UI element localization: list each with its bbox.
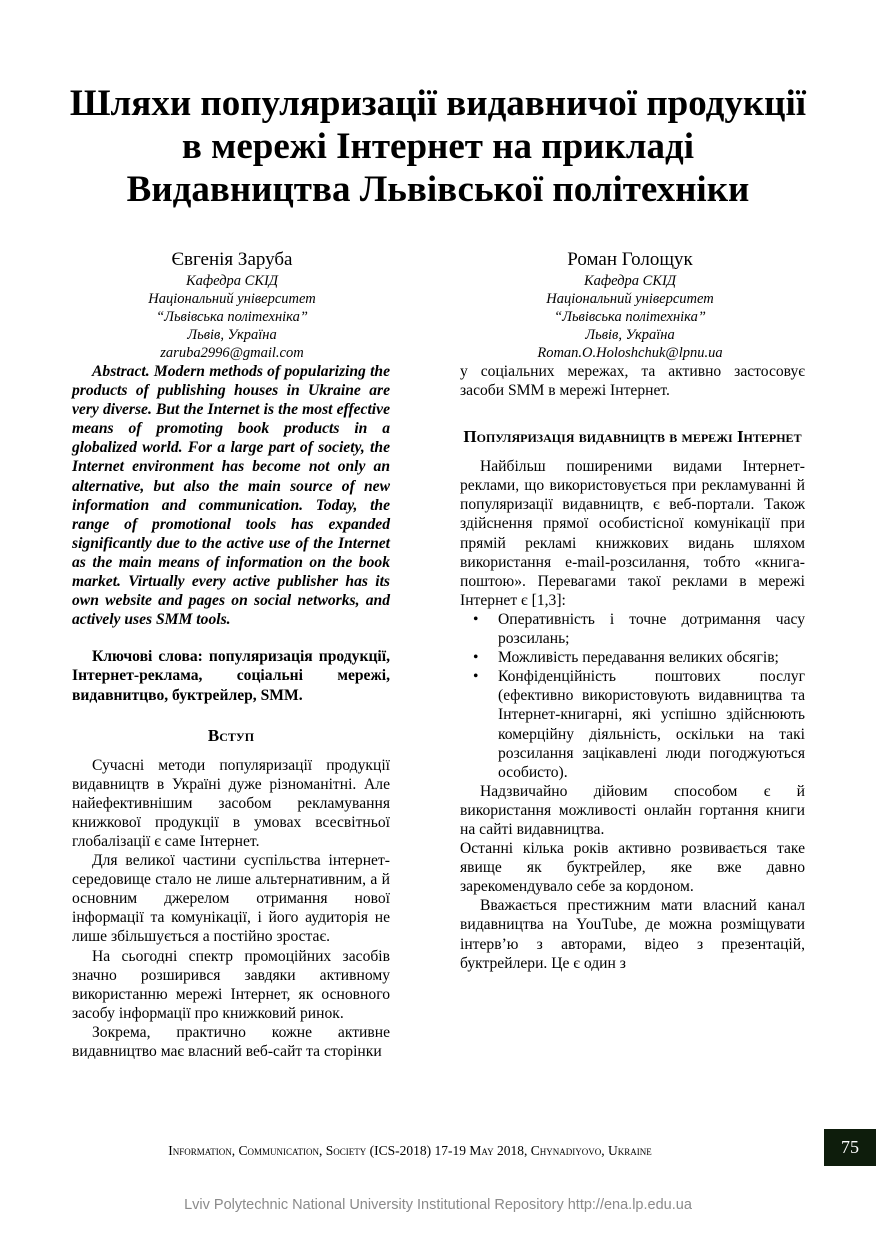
left-column xyxy=(72,362,390,1061)
paper-title: Шляхи популяризації видавничої продукції в мережі Інтернет на прикладі Видавництва Львівської політехніки xyxy=(69,83,807,210)
page-number: 75 xyxy=(824,1129,876,1166)
list-item: • Можливість передавання великих обсягів; xyxy=(473,649,779,667)
author-city: Львів, Україна xyxy=(187,327,277,343)
abstract: Abstract. Modern methods of popularizing the products of publishing houses in Ukraine are very diverse. But the Internet is the most effective means of promoting book products in a globalized world. For a large part of society, the Internet environment has become not only an alternative, but also the main source of new information and communication. Today, the range of promotional tools has expanded significantly due to the active use of the Internet as the main means of information on the book market. Virtually every active publisher has its own website and pages on social networks, and actively uses SMM tools. xyxy=(72,363,390,629)
author-univ-name: “Львівська політехніка” xyxy=(156,309,308,325)
author-city: Львів, Україна xyxy=(585,327,675,343)
paragraph: Останні кілька років активно розвивається таке явище як буктрейлер, яке вже давно зарекомендувало себе за кордоном. xyxy=(460,840,805,896)
author-email[interactable]: zaruba2996@gmail.com xyxy=(160,345,304,361)
author-univ: Національний університет xyxy=(546,291,714,307)
paragraph: На сьогодні спектр промоційних засобів значно розширився завдяки активному використанню мережі Інтернет, як основного засобу інформації про книжковий ринок. xyxy=(72,947,390,1022)
paragraph: Вважається престижним мати власний канал видавництва на YouTube, де можна розміщувати інтерв’ю з авторами, відео з презентацій, буктрейлери. Це є один з xyxy=(460,897,805,972)
author-block-1 xyxy=(72,248,392,362)
paragraph: Зокрема, практично кожне активне видавництво має власний веб-сайт та сторінки xyxy=(72,1023,390,1060)
author-dept: Кафедра СКІД xyxy=(583,273,677,289)
author-univ: Національний університет xyxy=(148,291,316,307)
author-block-2 xyxy=(470,248,790,362)
author-email[interactable]: Roman.O.Holoshchuk@lpnu.ua xyxy=(537,345,723,361)
list-item: • Конфіденційність поштових послуг (ефективно використовують видавництва та Інтернет-книгарні, які успішно здійснюють комерційну діяльність, оскільки на такі розсилання зацікавлені люди погоджуються особисто). xyxy=(473,668,805,781)
bullet-icon: • xyxy=(473,649,479,667)
bullet-icon: • xyxy=(473,668,479,686)
section-heading-popularization: Популяризація видавництв в мережі Інтернет xyxy=(463,427,802,447)
section-heading-intro: Вступ xyxy=(207,725,255,745)
paragraph: Сучасні методи популяризації продукції видавництв в Україні дуже різноманітні. Але найефективнішим засобом рекламування книжкової продукції в умовах всесвітньої глобалізації є саме Інтернет. xyxy=(72,756,390,850)
author-name: Євгенія Заруба xyxy=(171,249,293,270)
repository-line: Lviv Polytechnic National University Institutional Repository http://ena.lp.edu.ua xyxy=(184,1197,692,1213)
paragraph: Для великої частини суспільства інтернет-середовище стало не лише альтернативним, а й основним джерелом отримання нової інформації та комунікації, і його аудиторія не лише збільшується а постійно зростає. xyxy=(72,852,390,946)
author-dept: Кафедра СКІД xyxy=(185,273,279,289)
advantages-list xyxy=(460,610,805,782)
paragraph: у соціальних мережах, та активно застосовує засоби SMM в мережі Інтернет. xyxy=(460,363,805,400)
right-column xyxy=(460,362,805,973)
paragraph: Надзвичайно дійовим способом є й використання можливості онлайн гортання книги на сайті видавництва. xyxy=(460,782,805,838)
bullet-icon: • xyxy=(473,610,479,628)
keywords: Ключові слова: популяризація продукції, Інтернет-реклама, соціальні мережі, видавнитцво, буктрейлер, SMM. xyxy=(72,648,390,704)
paragraph: Найбільш поширеними видами Інтернет-реклами, що використовується при рекламуванні й популяризації видавництв, є веб-портали. Також здійснення прямої особистісної комунікації при прямій рекламі книжкових видань шляхом використання e-mail-розсилання, тобто «книга-поштою». Перевагами такої реклами в мережі Інтернет є [1,3]: xyxy=(460,458,805,609)
conference-footer: Information, Communication, Society (ICS-2018) 17-19 May 2018, Chynadiyovo, Ukraine xyxy=(168,1143,652,1158)
list-item: • Оперативність і точне дотримання часу розсилань; xyxy=(473,610,805,648)
author-name: Роман Голощук xyxy=(567,249,693,270)
author-univ-name: “Львівська політехніка” xyxy=(554,309,706,325)
